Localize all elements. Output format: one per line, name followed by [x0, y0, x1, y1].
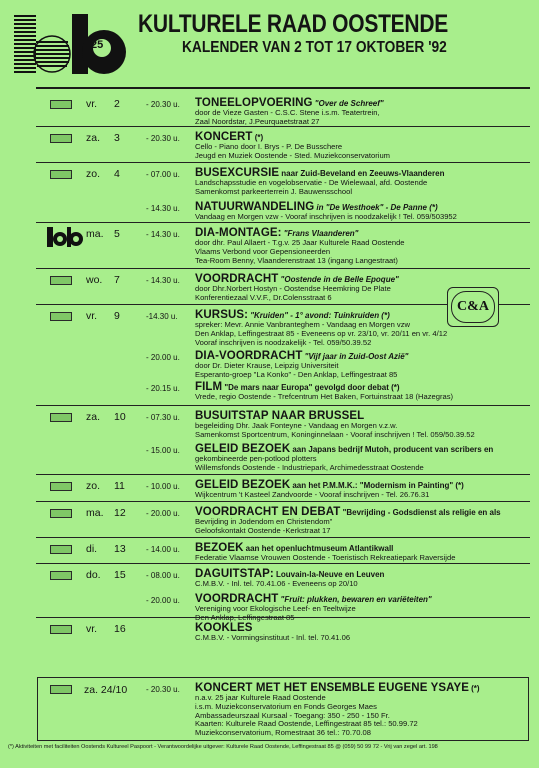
event-detail-line: Willemsfonds Oostende - Industriepark, Archimedesstraat Oostende — [195, 462, 424, 472]
event-detail-line: Vooraf inschrijven is noodzakelijk - Tel. 059/50.39.52 — [195, 337, 372, 347]
event-marker — [50, 312, 72, 321]
event-time: - 08.00 u. — [146, 571, 180, 580]
event-title: KONCERT — [195, 131, 253, 143]
event-title: VOORDRACHT — [195, 593, 279, 605]
event-detail-line: Den Anklap, Leffingestraat 85 - Eveneens op vr. 23/10, vr. 20/11 en vr. 4/12 — [195, 328, 448, 338]
event-title: DIA-MONTAGE: — [195, 227, 282, 239]
event-subtitle: (*) — [254, 133, 264, 142]
event-date: 9 — [114, 310, 120, 322]
special-event-note: (*) — [471, 684, 480, 693]
event-body — [195, 506, 535, 536]
event-date: 16 — [114, 623, 126, 635]
event-title: GELEID BEZOEK — [195, 443, 291, 455]
event-body — [195, 443, 535, 473]
event-date: 7 — [114, 274, 120, 286]
event-day: vr. — [86, 623, 98, 635]
event-title: FILM — [195, 381, 223, 393]
event-detail-line: Vereniging voor Ekologische Leef- en Teeltwijze — [195, 604, 356, 613]
event-marker — [50, 625, 72, 634]
event-subtitle: Louvain-la-Neuve en Leuven — [275, 570, 385, 579]
event-subtitle: aan het openluchtmuseum Atlantikwall — [245, 544, 394, 553]
event-separator — [36, 563, 530, 564]
event-time: - 20.30 u. — [146, 100, 180, 109]
event-subtitle: "Kruiden" - 1° avond: Tuinkruiden (*) — [250, 311, 390, 320]
event-day: do. — [86, 569, 101, 581]
event-detail-line: door Dr. Dieter Krause, Leipzig Universiteit — [195, 361, 339, 370]
footer-note: (*) Aktiviteiten met faciliteiten Oostends Kultureel Paspoort - Verantwoordelijke uitgever: Kulturele Raad Oostende, Leffingestraat 85 @ (059) 50 99 72 - Vrij van zegel art. 198 — [8, 744, 438, 750]
event-detail-line: Esperanto-groep "La Konko" - Den Anklap, Leffingestraat 85 — [195, 369, 398, 379]
event-detail-line: Vrede, regio Oostende - Trefcentrum Het Baken, Fortuinstraat 18 (Hazegras) — [195, 392, 454, 401]
event-body — [195, 167, 535, 197]
event-marker — [50, 509, 72, 518]
event-body — [195, 479, 535, 500]
event-subtitle: "Frans Vlaanderen" — [283, 229, 359, 238]
event-subtitle: in "De Westhoek" - De Panne (*) — [316, 203, 438, 212]
special-event-date: za. 24/10 — [84, 684, 128, 696]
event-separator — [36, 126, 530, 127]
event-detail-line: Federatie Vlaamse Vrouwen Oostende - Toeristisch Rekreatiepark Raversijde — [195, 553, 456, 562]
event-separator — [36, 474, 530, 475]
event-detail-line: Geloofskontakt Oostende -Kerkstraat 17 — [195, 525, 331, 535]
event-date: 15 — [114, 569, 126, 581]
event-detail-line: spreker: Mevr. Annie Vanbranteghem - Vandaag en Morgen vzw — [195, 320, 410, 329]
event-title: KURSUS: — [195, 309, 249, 321]
event-subtitle: naar Zuid-Beveland en Zeeuws-Vlaanderen — [281, 169, 445, 178]
event-title: GELEID BEZOEK — [195, 479, 291, 491]
sponsor-logo — [447, 287, 499, 327]
event-marker — [50, 276, 72, 285]
event-title: BEZOEK — [195, 542, 244, 554]
event-time: -14.30 u. — [146, 312, 178, 321]
event-date: 10 — [114, 411, 126, 423]
event-title: NATUURWANDELING — [195, 201, 315, 213]
event-body — [195, 622, 535, 643]
event-body — [195, 381, 535, 402]
event-separator — [36, 405, 530, 406]
event-subtitle: "Oostende in de Belle Epoque" — [280, 275, 399, 284]
event-time: - 07.30 u. — [146, 413, 180, 422]
special-event-box — [37, 677, 529, 741]
event-title: DIA-VOORDRACHT — [195, 350, 303, 362]
event-body — [195, 97, 535, 127]
event-date: 4 — [114, 168, 120, 180]
event-detail-line: Konferentiezaal V.V.F., Dr.Colensstraat 6 — [195, 292, 332, 302]
event-detail-line: C.M.B.V. - Inl. tel. 70.41.06 - Eveneens op 20/10 — [195, 579, 358, 588]
event-date: 11 — [114, 480, 125, 492]
event-time: - 20.15 u. — [146, 384, 180, 393]
event-subtitle: "De mars naar Europa" gevolgd door debat (*) — [224, 383, 400, 392]
event-title: TONEELOPVOERING — [195, 97, 313, 109]
special-event-detail-line: i.s.m. Muziekconservatorium en Fonds Georges Maes — [195, 701, 377, 711]
event-date: 13 — [114, 543, 126, 555]
logo-number: 25 — [91, 39, 104, 51]
event-detail-line: Vandaag en Morgen vzw - Vooraf inschrijven is noodzakelijk ! Tel. 059/503952 — [195, 212, 457, 221]
event-detail-line: Wijkcentrum 't Kasteel Zandvoorde - Vooraf inschrijven - Tel. 26.76.31 — [195, 490, 430, 499]
event-time: - 20.30 u. — [146, 134, 180, 143]
top-rule — [36, 87, 530, 89]
event-time: - 20.00 u. — [146, 353, 180, 362]
kro-logo — [12, 12, 130, 78]
event-body — [195, 593, 535, 623]
event-title: VOORDRACHT — [195, 273, 279, 285]
event-detail-line: Samenkomst Sportcentrum, Koninginnelaan - Vooraf inschrijven ! Tel. 059/50.39.52 — [195, 429, 475, 439]
event-time: - 15.00 u. — [146, 446, 180, 455]
event-body — [195, 227, 535, 265]
event-day: di. — [86, 543, 98, 555]
event-subtitle: aan het P.M.M.K.: "Modernism in Painting" (*) — [292, 481, 464, 490]
event-day: za. — [86, 411, 101, 423]
event-date: 12 — [114, 507, 126, 519]
special-event-body — [195, 682, 480, 738]
sponsor-text: C&A — [451, 291, 495, 323]
event-date: 2 — [114, 98, 120, 110]
special-event-marker — [50, 685, 72, 694]
event-separator — [36, 537, 530, 538]
event-title: KOOKLES — [195, 622, 253, 634]
event-day: zo. — [86, 168, 101, 180]
event-body — [195, 568, 535, 589]
special-event-title: KONCERT MET HET ENSEMBLE EUGENE YSAYE — [195, 682, 469, 694]
special-event-time: - 20.30 u. — [146, 685, 180, 694]
event-marker — [50, 482, 72, 491]
event-day: za. — [86, 132, 101, 144]
event-time: - 14.30 u. — [146, 230, 180, 239]
event-day: wo. — [86, 274, 103, 286]
event-day: ma. — [86, 228, 104, 240]
event-time: - 14.00 u. — [146, 545, 180, 554]
event-time: - 10.00 u. — [146, 482, 180, 491]
event-separator — [36, 222, 530, 223]
event-marker — [50, 100, 72, 109]
event-time: - 14.30 u. — [146, 276, 180, 285]
event-title: DAGUITSTAP: — [195, 568, 274, 580]
event-detail-line: Samenkomst parkeerterrein J. Bauwensschool — [195, 186, 353, 196]
event-detail-line: C.M.B.V. - Vormingsinstituut - Inl. tel. 70.41.06 — [195, 633, 351, 642]
event-separator — [36, 162, 530, 163]
event-detail-line: door dhr. Paul Allaert - T.g.v. 25 Jaar Kulturele Raad Oostende — [195, 238, 405, 247]
event-marker — [50, 545, 72, 554]
event-date: 3 — [114, 132, 120, 144]
event-detail-line: Bevrijding in Jodendom en Christendom" — [195, 517, 333, 526]
special-event-detail-line: Kaarten: Kulturele Raad Oostende, Leffingestraat 85 tel.: 50.99.72 — [195, 719, 418, 729]
event-separator — [36, 268, 530, 269]
event-day: vr. — [86, 310, 98, 322]
event-title: VOORDRACHT EN DEBAT — [195, 506, 341, 518]
kro-small-logo — [47, 227, 83, 247]
event-marker — [50, 571, 72, 580]
event-title: BUSUITSTAP NAAR BRUSSEL — [195, 410, 365, 422]
event-detail-line: Vlaams Verbond voor Gepensioneerden — [195, 246, 331, 256]
event-body — [195, 542, 535, 563]
event-detail-line: begeleiding Dhr. Jaak Fonteyne - Vandaag en Morgen v.z.w. — [195, 421, 398, 430]
event-marker — [50, 134, 72, 143]
event-separator — [36, 617, 530, 618]
event-subtitle: aan Japans bedrijf Mutoh, producent van scribers en — [292, 445, 494, 454]
event-detail-line: Tea-Room Benny, Vlaanderenstraat 13 (ingang Langestraat) — [195, 255, 398, 265]
event-time: - 20.00 u. — [146, 509, 180, 518]
event-body — [195, 350, 535, 380]
event-date: 5 — [114, 228, 120, 240]
special-event-details — [195, 694, 480, 738]
event-subtitle: "Over de Schreef" — [314, 99, 384, 108]
event-subtitle: "Bevrijding - Godsdienst als religie en als — [342, 508, 501, 517]
event-body — [195, 201, 535, 222]
event-detail-line: gekombineerde pen-potlood plotters — [195, 454, 317, 463]
event-subtitle: "Fruit: plukken, bewaren en variëteiten" — [280, 595, 432, 604]
page-subtitle: KALENDER VAN 2 TOT 17 OKTOBER '92 — [182, 39, 447, 56]
special-event-detail-line: Muziekconservatorium, Romestraat 36 tel.: 70.70.08 — [195, 728, 372, 738]
event-time: - 07.00 u. — [146, 170, 180, 179]
event-marker — [50, 413, 72, 422]
event-detail-line: door de Vieze Gasten - C.S.C. Stene i.s.m. Teatertrein, — [195, 108, 380, 117]
event-detail-line: Zaal Noordstar, J.Peurquaetstraat 27 — [195, 116, 320, 126]
event-detail-line: Jeugd en Muziek Oostende - Sted. Muziekconservatorium — [195, 150, 391, 160]
event-day: zo. — [86, 480, 101, 492]
special-event-detail-line: n.a.v. 25 jaar Kulturele Raad Oostende — [195, 693, 326, 702]
event-time: - 20.00 u. — [146, 596, 180, 605]
event-marker — [50, 170, 72, 179]
event-detail-line: door Dhr.Norbert Hostyn - Oostendse Heemkring De Plate — [195, 284, 391, 293]
event-separator — [36, 501, 530, 502]
event-detail-line: Landschapsstudie en vogelobservatie - De Wielewaal, afd. Oostende — [195, 178, 428, 187]
special-event-detail-line: Ambassadeurszaal Kursaal - Toegang: 350 - 250 - 150 Fr. — [195, 710, 390, 720]
event-day: vr. — [86, 98, 98, 110]
event-body — [195, 410, 535, 440]
event-body — [195, 131, 535, 161]
page-title: KULTURELE RAAD OOSTENDE — [138, 10, 448, 38]
event-day: ma. — [86, 507, 104, 519]
event-subtitle: "Vijf jaar in Zuid-Oost Azië" — [304, 352, 409, 361]
event-time: - 14.30 u. — [146, 204, 180, 213]
event-detail-line: Cello - Piano door I. Brys - P. De Busschere — [195, 142, 343, 151]
event-title: BUSEXCURSIE — [195, 167, 280, 179]
